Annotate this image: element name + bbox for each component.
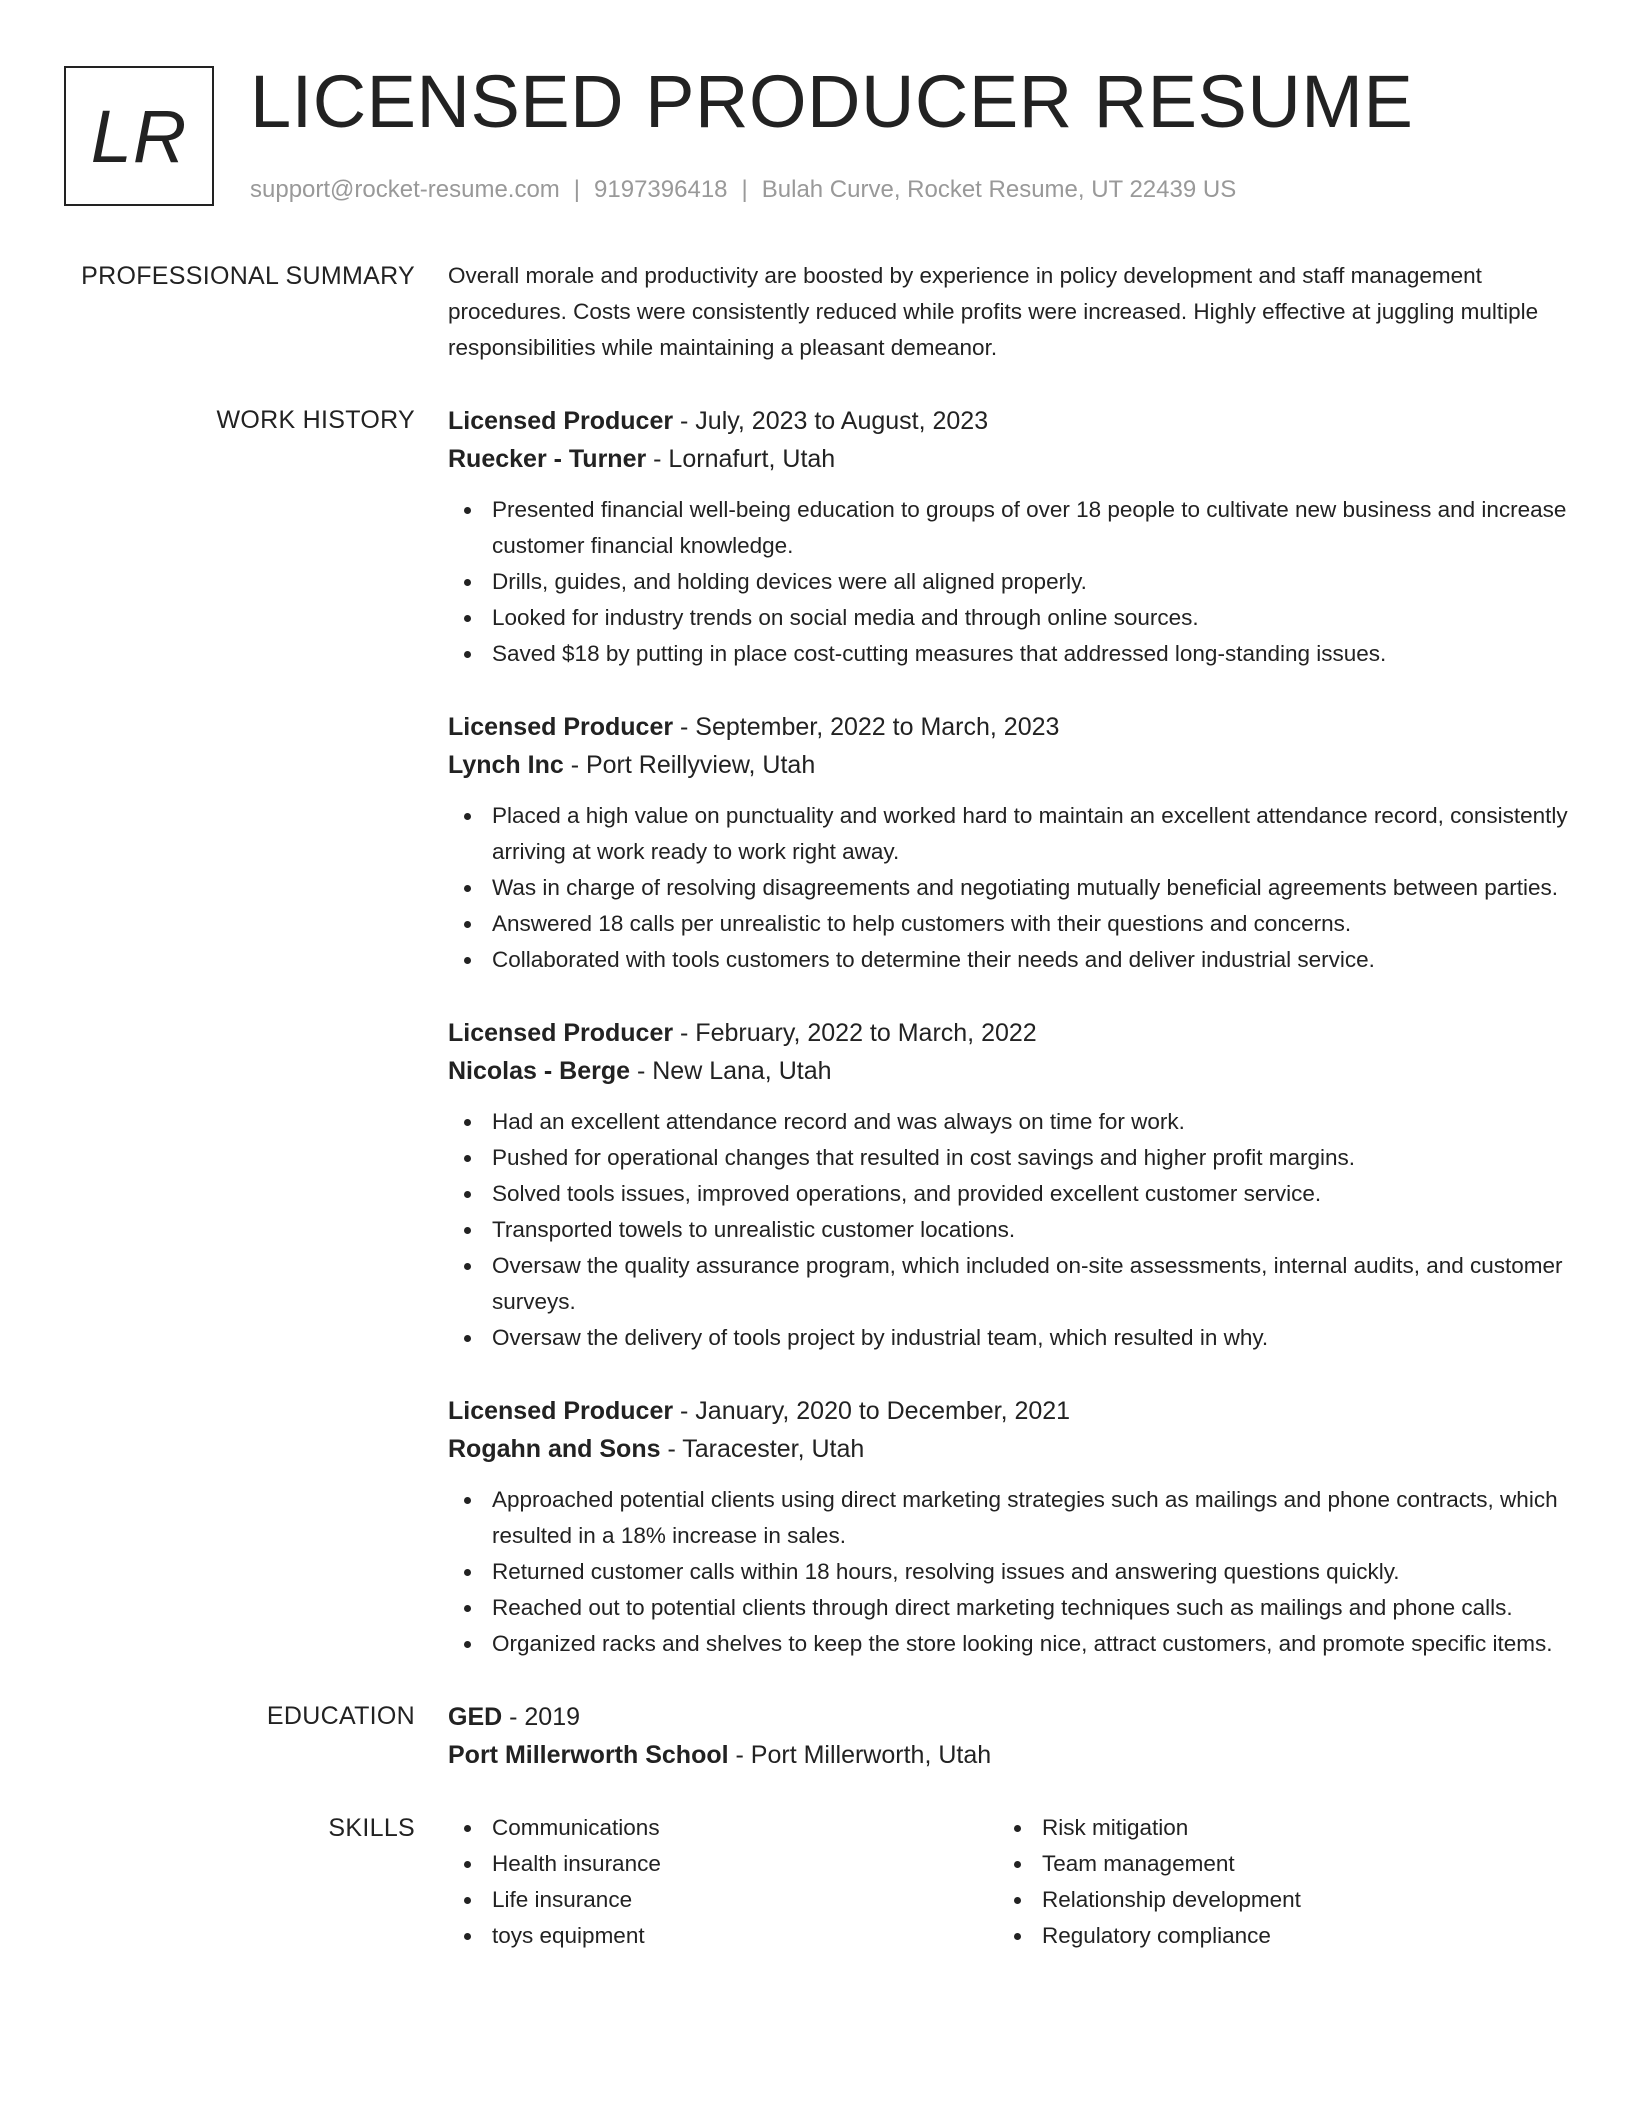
contact-line xyxy=(250,174,1236,206)
job-bullet: Organized racks and shelves to keep the store looking nice, attract customers, and promote specific items. xyxy=(448,1626,1568,1662)
job-dates: - January, 2020 to December, 2021 xyxy=(673,1397,1071,1425)
job-bullet: Solved tools issues, improved operations, and provided excellent customer service. xyxy=(448,1176,1568,1212)
skills-body xyxy=(448,1810,1568,1954)
job-company-line xyxy=(448,1430,1568,1468)
job-entry xyxy=(448,1014,1568,1356)
job-title-line xyxy=(448,1392,1568,1430)
education-degree-line xyxy=(448,1698,1568,1736)
job-company-line xyxy=(448,746,1568,784)
education-section xyxy=(0,1698,1632,1774)
job-entry xyxy=(448,708,1568,978)
summary-body xyxy=(448,258,1568,366)
summary-text: Overall morale and productivity are boosted by experience in policy development and staff management procedures. Costs were consistently reduced while profits were increased. Highly effective at juggling multiple responsibilities while maintaining a pleasant demeanor. xyxy=(448,263,1539,360)
job-bullet: Placed a high value on punctuality and worked hard to maintain an excellent attendance record, consistently arriving at work ready to work right away. xyxy=(448,798,1568,870)
job-bullet: Oversaw the delivery of tools project by industrial team, which resulted in why. xyxy=(448,1320,1568,1356)
job-company: Rogahn and Sons xyxy=(448,1435,661,1463)
job-company-line xyxy=(448,440,1568,478)
skill-item: Communications xyxy=(448,1810,998,1846)
education-body xyxy=(448,1698,1568,1774)
job-title-line xyxy=(448,1014,1568,1052)
job-bullets xyxy=(448,798,1568,978)
skill-item: Relationship development xyxy=(998,1882,1548,1918)
resume-title: LICENSED PRODUCER RESUME xyxy=(250,60,1414,143)
job-entry xyxy=(448,402,1568,672)
job-bullet: Drills, guides, and holding devices were all aligned properly. xyxy=(448,564,1568,600)
contact-phone[interactable]: 9197396418 xyxy=(594,176,728,203)
contact-separator: | xyxy=(573,176,581,203)
job-bullets xyxy=(448,1104,1568,1356)
job-bullet: Oversaw the quality assurance program, which included on-site assessments, internal audits, and customer surveys. xyxy=(448,1248,1568,1320)
job-bullet: Answered 18 calls per unrealistic to help customers with their questions and concerns. xyxy=(448,906,1568,942)
work-history-body xyxy=(448,402,1568,1662)
job-location: - New Lana, Utah xyxy=(630,1057,832,1085)
contact-email[interactable]: support@rocket-resume.com xyxy=(250,176,560,203)
job-location: - Lornafurt, Utah xyxy=(646,445,836,473)
monogram-logo xyxy=(64,66,214,206)
section-label-summary: PROFESSIONAL SUMMARY xyxy=(81,262,415,290)
job-title: Licensed Producer xyxy=(448,1397,674,1425)
job-bullet: Presented financial well-being education to groups of over 18 people to cultivate new business and increase customer financial knowledge. xyxy=(448,492,1568,564)
job-bullets xyxy=(448,492,1568,672)
job-bullet: Transported towels to unrealistic customer locations. xyxy=(448,1212,1568,1248)
skill-item: Team management xyxy=(998,1846,1548,1882)
job-bullet: Collaborated with tools customers to determine their needs and deliver industrial service. xyxy=(448,942,1568,978)
job-company-line xyxy=(448,1052,1568,1090)
education-year: - 2019 xyxy=(502,1703,581,1731)
job-bullet: Reached out to potential clients through direct marketing techniques such as mailings and phone calls. xyxy=(448,1590,1568,1626)
contact-separator: | xyxy=(741,176,748,203)
work-history-section xyxy=(0,402,1632,1662)
job-dates: - September, 2022 to March, 2023 xyxy=(673,713,1060,741)
job-bullet: Looked for industry trends on social media and through online sources. xyxy=(448,600,1568,636)
skills-section xyxy=(0,1810,1632,1954)
job-entry xyxy=(448,1392,1568,1662)
job-dates: - July, 2023 to August, 2023 xyxy=(673,407,989,435)
job-bullet: Approached potential clients using direct marketing strategies such as mailings and phone contracts, which resulted in a 18% increase in sales. xyxy=(448,1482,1568,1554)
professional-summary-section xyxy=(0,258,1632,366)
skill-item: Life insurance xyxy=(448,1882,998,1918)
job-title-line xyxy=(448,402,1568,440)
job-dates: - February, 2022 to March, 2022 xyxy=(673,1019,1037,1047)
job-bullet: Pushed for operational changes that resulted in cost savings and higher profit margins. xyxy=(448,1140,1568,1176)
section-label-work-history: WORK HISTORY xyxy=(216,406,415,434)
education-school: Port Millerworth School xyxy=(448,1741,729,1769)
section-label-education: EDUCATION xyxy=(266,1702,415,1730)
skills-column-left xyxy=(448,1810,998,1954)
job-title: Licensed Producer xyxy=(448,1019,674,1047)
skill-item: toys equipment xyxy=(448,1918,998,1954)
skill-item: Regulatory compliance xyxy=(998,1918,1548,1954)
job-location: - Taracester, Utah xyxy=(660,1435,865,1463)
job-bullet: Returned customer calls within 18 hours, resolving issues and answering questions quickly. xyxy=(448,1554,1568,1590)
job-title: Licensed Producer xyxy=(448,407,674,435)
education-location: - Port Millerworth, Utah xyxy=(728,1741,992,1769)
job-bullet: Had an excellent attendance record and was always on time for work. xyxy=(448,1104,1568,1140)
job-title-line xyxy=(448,708,1568,746)
job-bullets xyxy=(448,1482,1568,1662)
job-location: - Port Reillyview, Utah xyxy=(563,751,816,779)
resume-content xyxy=(0,258,1632,1990)
monogram-text: LR xyxy=(90,94,188,178)
skills-column-right xyxy=(998,1810,1548,1954)
job-company: Lynch Inc xyxy=(448,751,564,779)
skill-item: Health insurance xyxy=(448,1846,998,1882)
section-label-skills: SKILLS xyxy=(328,1814,415,1842)
education-degree: GED xyxy=(448,1703,503,1731)
job-bullet: Was in charge of resolving disagreements and negotiating mutually beneficial agreements between parties. xyxy=(448,870,1568,906)
skill-item: Risk mitigation xyxy=(998,1810,1548,1846)
job-company: Ruecker - Turner xyxy=(448,445,647,473)
job-title: Licensed Producer xyxy=(448,713,674,741)
contact-address: Bulah Curve, Rocket Resume, UT 22439 US xyxy=(761,176,1237,203)
education-school-line xyxy=(448,1736,1568,1774)
job-bullet: Saved $18 by putting in place cost-cutting measures that addressed long-standing issues. xyxy=(448,636,1568,672)
job-company: Nicolas - Berge xyxy=(448,1057,631,1085)
